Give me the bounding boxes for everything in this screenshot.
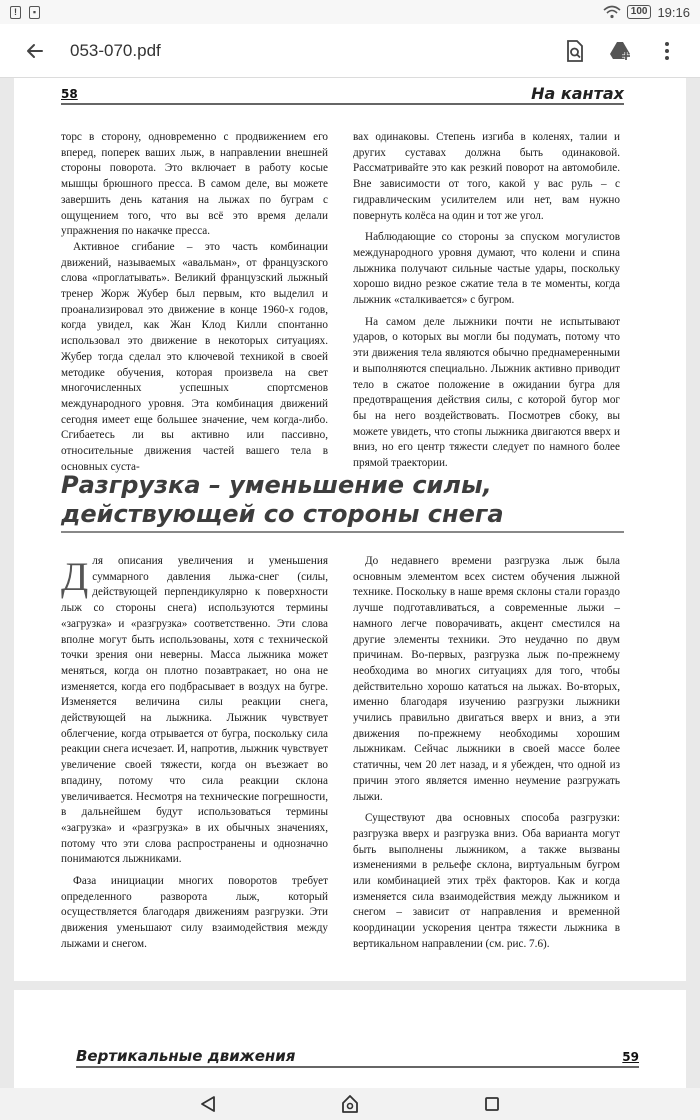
square-recents-icon — [484, 1096, 500, 1112]
wifi-icon — [603, 5, 621, 19]
paragraph: До недавнего времени разгрузка лыж была основным элементом всех систем обучения лыжной технике. Поскольку в наше время склоны стали гораздо лучше подготавливаться, а современные лыжи – намного легче поворачивать, акцент сместился на другие элементы техники. Это неудачно по двум причинам. Во-первых, разгрузка лыж по-прежнему необходима во многих ситуациях для того, чтобы действительно хорошо кататься на лыжах. Во-вторых, именно благодаря изучению разгрузки лыжники учились правильно двигаться вверх и вниз, а эти движения по-прежнему необходимы хорошим лыжникам. Сейчас лыжники в своей массе более статичны, чем 20 лет назад, и я убежден, что одной из причин этого является именно неумение разгружать лыжи. — [353, 555, 620, 803]
section-heading: Разгрузка – уменьшение силы, действующей со стороны снега — [61, 471, 624, 533]
clock: 19:16 — [657, 4, 690, 20]
running-header-next — [76, 1046, 639, 1068]
message-notification-icon: ▪ — [29, 6, 40, 19]
text-column-right-top — [353, 130, 620, 472]
drop-cap: Д — [61, 554, 89, 599]
system-nav-bar — [0, 1088, 700, 1120]
arrow-left-icon — [26, 42, 44, 60]
running-header-title: На кантах — [531, 84, 624, 103]
paragraph: Наблюдающие со стороны за спуском могулистов международного уровня думают, что колени и спина лыжника получают сильные частые удары, поскольку хорошо видно резкое сжатие тела в те моменты, когда лыжник «сталкивается» с бугром. — [353, 231, 620, 307]
add-to-drive-button[interactable] — [606, 36, 636, 66]
drive-add-icon — [609, 40, 633, 62]
paragraph: Существуют два основных способа разгрузки: разгрузка вверх и разгрузка вниз. Оба варианта могут быть выполнены лыжником, а также вызваны изменениями в рельефе склона, виртуальным бугром или комбинацией этих трёх факторов. Как и когда изменяется сила взаимодействия между лыжником и снегом – зависит от направления и временной координации ускорения центра тяжести лыжника в вертикальном направлении (см. рис. 7.6). — [353, 812, 620, 950]
pdf-page-next[interactable] — [14, 990, 686, 1088]
text-column-left-bottom — [61, 554, 328, 953]
back-button[interactable] — [14, 30, 56, 72]
more-vert-icon — [664, 41, 670, 61]
paragraph: Активное сгибание – это часть комбинации движений, называемых «авальман», от французского слова «проглатывать». Великий французский лыжный тренер Жорж Жубер был первым, кто выделил и проанализировал это движение в конце 1960-х годов, когда увидел, как Жан Клод Килли спонтанно использовал это движение в некоторых ситуациях. Жубер тогда сделал это ключевой техникой в своей методике обучения, которая произвела на свет многочисленных успешных спортсменов международного уровня. Эта комбинация движений сегодня имеет еще большее значение, чем когда-либо. Сгибаетесь ли вы активно или пассивно, относительные движения частей вашего тела в основных суста- — [61, 240, 328, 473]
page-number: 58 — [61, 87, 78, 101]
triangle-back-icon — [199, 1095, 217, 1113]
document-search-icon — [565, 40, 585, 62]
paragraph: торс в сторону, одновременно с продвижением его вперед, поперек ваших лыж, в направлении внешней стороны поворота. Это включает в работу косые мышцы брюшного пресса. В самом деле, вы можете завершить день катания на лыжах по буграм с ощущением того, что вы всё это время делали упражнения по накачке пресса. — [61, 131, 328, 238]
paragraph: вах одинаковы. Степень изгиба в коленях, талии и других суставах должна быть одинаковой. Рассматривайте это как резкий поворот на автомобиле. Вне зависимости от того, какой у вас руль – с гидравлическим усилителем или нет, вам нужно повернуть колёса на один и тот же угол. — [353, 131, 620, 222]
home-icon — [340, 1094, 360, 1114]
paragraph: На самом деле лыжники почти не испытывают ударов, о которых вы могли бы подумать, потому что эти движения тела являются обычно преднамеренными и выполняются специально. Лыжник активно приводит тело в сжатое положение в ожидании бугра для предотвращения действия силы, с которой бугор мог бы на него воздействовать. Посмотрев сбоку, вы можете увидеть, что стопы лыжника двигаются вверх и вниз, но его центр тяжести следует по намного более прямой траектории. — [353, 315, 620, 470]
running-header — [61, 83, 624, 105]
paragraph: Фаза инициации многих поворотов требует определенного разворота лыж, который осуществляется благодаря движениям разгрузки. Эти движения уменьшают силу взаимодействия между лыжами и снегом. — [61, 875, 328, 950]
page-number: 59 — [622, 1050, 639, 1064]
text-column-left-top — [61, 130, 328, 475]
file-title: 053-070.pdf — [70, 40, 161, 60]
find-in-document-button[interactable] — [560, 36, 590, 66]
status-bar — [0, 0, 700, 24]
text-column-right-bottom — [353, 554, 620, 953]
nav-back-button[interactable] — [196, 1092, 220, 1116]
paragraph-text: ля описания увеличения и уменьшения суммарного давления лыжа-снег (силы, действующей перпендикулярно к поверхности лыж со стороны снега) используются термины «загрузка» и «разгрузка» соответственно. Эти слова вполне могут быть использованы, хотя с технической точки зрения они неверны. Масса лыжника может меняться, когда он плотно позавтракает, но она не изменяется, когда его подбрасывает в воздух на бугре. Изменяется величина силы реакции снега, действующей на лыжника. Лыжник чувствует облегчение, когда отрывается от бугра, поскольку сила реакции снега исчезает. И, напротив, лыжник чувствует увеличение своей тяжести, когда он въезжает во впадину, потому что сила реакции склона увеличивается. Несмотря на технические погрешности, в дальнейшем будут использоваться термины «загрузка» и «разгрузка» в их обычных значениях, потому что эти слова распространены и однозначно понимаются лыжниками. — [61, 555, 328, 866]
battery-icon: 100 — [627, 5, 652, 19]
more-options-button[interactable] — [652, 36, 682, 66]
pdf-page[interactable] — [14, 78, 686, 981]
alert-notification-icon: ! — [10, 6, 21, 19]
app-bar — [0, 24, 700, 78]
nav-home-button[interactable] — [338, 1092, 362, 1116]
paragraph — [61, 554, 328, 868]
running-header-title: Вертикальные движения — [76, 1047, 296, 1065]
nav-recents-button[interactable] — [480, 1092, 504, 1116]
